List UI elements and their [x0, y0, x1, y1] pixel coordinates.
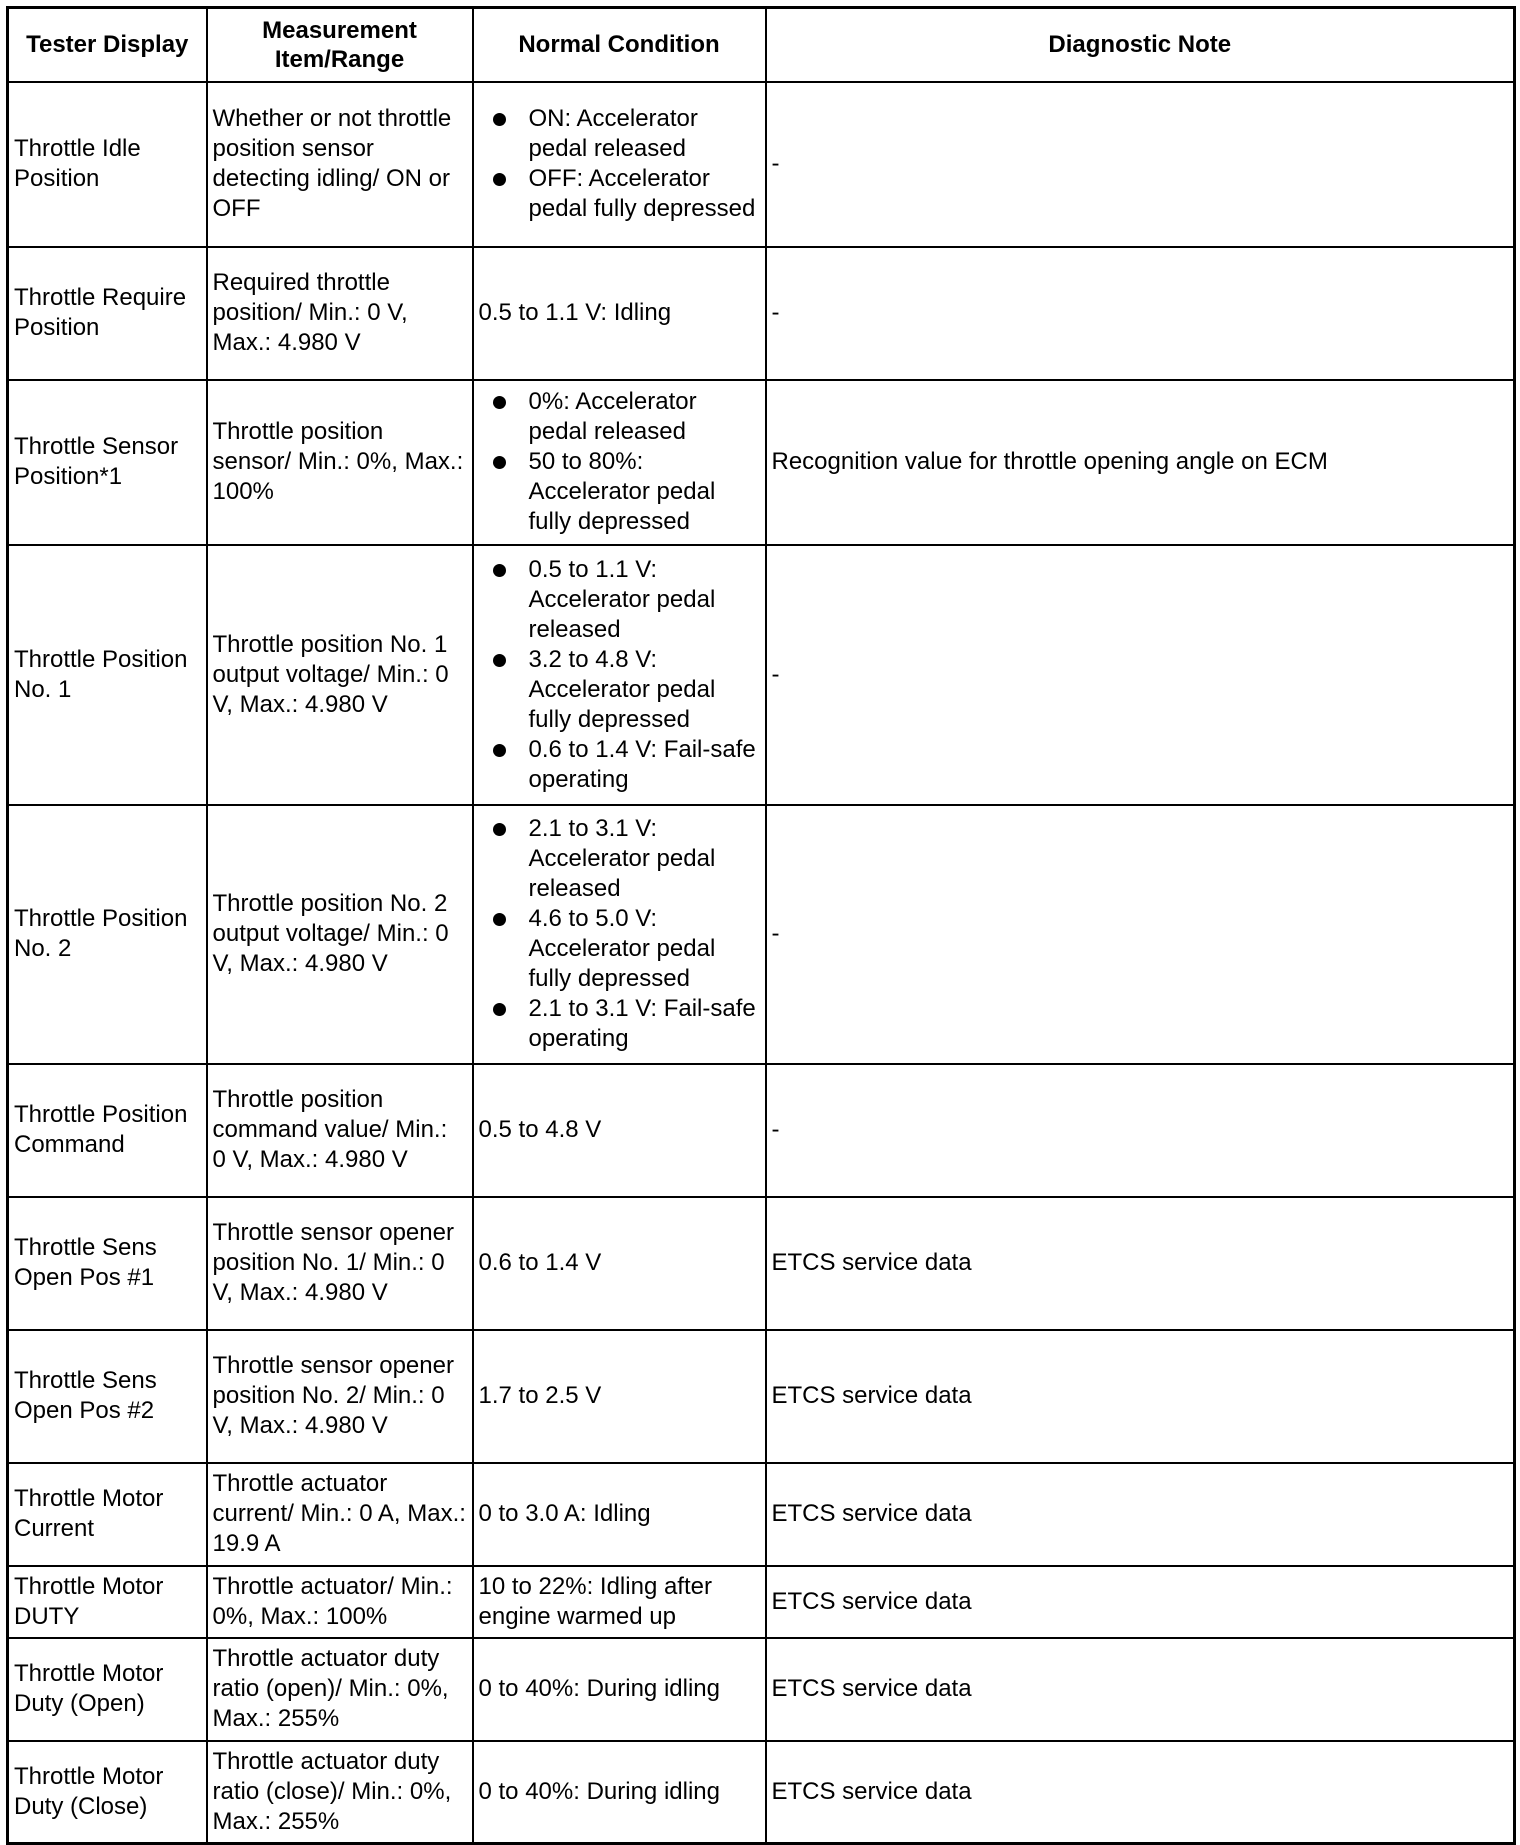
tester-display-text: Throttle Sens Open Pos #1: [14, 1234, 157, 1291]
normal-condition-cell: [473, 1330, 766, 1463]
tester-display-text: Throttle Position No. 1: [14, 645, 188, 703]
table-row: [8, 1064, 1515, 1197]
condition-item: [493, 645, 760, 735]
condition-list: [479, 814, 760, 1054]
condition-item: [493, 387, 760, 447]
diagnostic-note-cell: [766, 1197, 1515, 1330]
measurement-cell: [207, 1566, 473, 1638]
measurement-cell: [207, 545, 473, 805]
diagnostic-note-text: -: [771, 299, 780, 326]
condition-text: 0%: Accelerator pedal released: [528, 388, 697, 445]
diagnostic-note-cell: [766, 805, 1515, 1064]
condition-text: 1.7 to 2.5 V: [478, 1382, 602, 1409]
measurement-cell: [207, 380, 473, 545]
condition-text: 0.6 to 1.4 V: Fail-safe operating: [528, 735, 756, 793]
diagnostic-note-text: Recognition value for throttle opening angle on ECM: [771, 448, 1328, 475]
measurement-text: Throttle actuator current/ Min.: 0 A, Max.: 19.9 A: [212, 1470, 466, 1557]
bullet-icon: [493, 654, 506, 667]
diagnostic-note-text: -: [771, 1116, 780, 1143]
condition-text: 2.1 to 3.1 V: Fail-safe operating: [528, 995, 756, 1052]
condition-list: [479, 555, 760, 795]
measurement-text: Whether or not throttle position sensor detecting idling/ ON or OFF: [212, 105, 452, 222]
tester-display-cell: [8, 805, 207, 1064]
tester-display-cell: [8, 1638, 207, 1741]
condition-item: [493, 994, 760, 1054]
diagnostic-note-cell: [766, 1638, 1515, 1741]
tester-display-text: Throttle Motor DUTY: [14, 1572, 164, 1630]
measurement-cell: [207, 805, 473, 1064]
header-measurement-line1: Measurement: [262, 16, 417, 44]
condition-list: [479, 387, 760, 537]
condition-text: 0 to 40%: During idling: [478, 1777, 720, 1805]
measurement-cell: [207, 1741, 473, 1844]
diagnostic-note-text: ETCS service data: [771, 1382, 972, 1409]
table-row: [8, 1197, 1515, 1330]
table-row: [8, 1638, 1515, 1741]
table-row: [8, 1330, 1515, 1463]
diagnostic-note-cell: [766, 1330, 1515, 1463]
tester-display-text: Throttle Motor Duty (Close): [14, 1762, 164, 1820]
measurement-text: Throttle position sensor/ Min.: 0%, Max.: 100%: [212, 418, 464, 505]
diagnostic-note-cell: [766, 1463, 1515, 1566]
diagnostic-note-text: ETCS service data: [771, 1500, 972, 1527]
header-measurement-line2: Item/Range: [274, 45, 405, 73]
bullet-icon: [493, 744, 506, 757]
tester-display-cell: [8, 1463, 207, 1566]
tester-display-cell: [8, 1330, 207, 1463]
tester-display-cell: [8, 1064, 207, 1197]
bullet-icon: [493, 113, 506, 126]
tester-display-cell: [8, 1741, 207, 1844]
condition-text: 3.2 to 4.8 V: Accelerator pedal fully depressed: [528, 645, 716, 733]
table-row: [8, 82, 1515, 247]
tester-display-cell: [8, 545, 207, 805]
bullet-icon: [493, 823, 506, 836]
header-tester-display: Tester Display: [8, 8, 207, 82]
condition-item: [493, 814, 760, 904]
diagnostic-note-text: ETCS service data: [771, 1777, 972, 1805]
normal-condition-cell: [473, 82, 766, 247]
table-row: [8, 805, 1515, 1064]
measurement-text: Throttle actuator duty ratio (open)/ Min.: 0%, Max.: 255%: [212, 1645, 449, 1732]
measurement-cell: [207, 1330, 473, 1463]
condition-item: [493, 555, 760, 645]
tester-display-cell: [8, 1566, 207, 1638]
measurement-text: Throttle position command value/ Min.: 0 V, Max.: 4.980 V: [212, 1086, 448, 1173]
condition-text: 0 to 40%: During idling: [478, 1675, 720, 1702]
table-row: [8, 247, 1515, 380]
diagnostic-note-cell: [766, 380, 1515, 545]
condition-text: 0.6 to 1.4 V: [478, 1249, 602, 1276]
condition-text: 10 to 22%: Idling after engine warmed up: [478, 1572, 712, 1630]
header-diagnostic-note: Diagnostic Note: [766, 8, 1515, 82]
header-normal-condition: Normal Condition: [473, 8, 766, 82]
tester-display-text: Throttle Require Position: [14, 284, 187, 341]
diagnostic-note-cell: [766, 1566, 1515, 1638]
bullet-icon: [493, 396, 506, 409]
condition-item: [493, 104, 760, 164]
tester-display-text: Throttle Idle Position: [14, 135, 141, 192]
condition-text: 4.6 to 5.0 V: Accelerator pedal fully depressed: [528, 905, 716, 992]
normal-condition-cell: [473, 1638, 766, 1741]
measurement-cell: [207, 82, 473, 247]
measurement-cell: [207, 1197, 473, 1330]
normal-condition-cell: [473, 545, 766, 805]
tester-display-text: Throttle Sensor Position*1: [14, 433, 179, 490]
normal-condition-cell: [473, 1566, 766, 1638]
measurement-cell: [207, 1463, 473, 1566]
bullet-icon: [493, 456, 506, 469]
diagnostic-note-text: -: [771, 660, 780, 688]
measurement-text: Required throttle position/ Min.: 0 V, Max.: 4.980 V: [212, 269, 408, 356]
normal-condition-cell: [473, 1197, 766, 1330]
normal-condition-cell: [473, 1741, 766, 1844]
tester-display-text: Throttle Motor Current: [14, 1485, 164, 1542]
table-row: [8, 1566, 1515, 1638]
condition-text: 0 to 3.0 A: Idling: [478, 1500, 651, 1527]
table-row: [8, 545, 1515, 805]
tester-display-text: Throttle Sens Open Pos #2: [14, 1367, 157, 1424]
data-list-sheet: [6, 6, 1513, 1836]
diagnostic-note-cell: [766, 545, 1515, 805]
header-measurement: [207, 8, 473, 82]
measurement-text: Throttle actuator/ Min.: 0%, Max.: 100%: [212, 1572, 453, 1630]
diagnostic-note-text: -: [771, 150, 780, 177]
measurement-text: Throttle sensor opener position No. 2/ Min.: 0 V, Max.: 4.980 V: [212, 1352, 454, 1439]
bullet-icon: [493, 1003, 506, 1016]
diagnostic-note-cell: [766, 247, 1515, 380]
normal-condition-cell: [473, 805, 766, 1064]
condition-item: [493, 735, 760, 795]
measurement-text: Throttle actuator duty ratio (close)/ Min.: 0%, Max.: 255%: [212, 1747, 452, 1835]
condition-item: [493, 447, 760, 537]
measurement-text: Throttle sensor opener position No. 1/ Min.: 0 V, Max.: 4.980 V: [212, 1219, 454, 1306]
normal-condition-cell: [473, 1064, 766, 1197]
tester-display-cell: [8, 247, 207, 380]
normal-condition-cell: [473, 380, 766, 545]
condition-item: [493, 904, 760, 994]
diagnostic-note-text: ETCS service data: [771, 1675, 972, 1702]
throttle-data-table: [6, 6, 1516, 1845]
measurement-text: Throttle position No. 1 output voltage/ Min.: 0 V, Max.: 4.980 V: [212, 630, 449, 718]
bullet-icon: [493, 913, 506, 926]
condition-item: [493, 164, 760, 224]
measurement-cell: [207, 1064, 473, 1197]
condition-text: 2.1 to 3.1 V: Accelerator pedal released: [528, 815, 716, 902]
condition-text: 0.5 to 4.8 V: [478, 1116, 602, 1143]
table-row: [8, 1463, 1515, 1566]
tester-display-text: Throttle Position No. 2: [14, 905, 188, 962]
tester-display-cell: [8, 1197, 207, 1330]
table-header-row: [8, 8, 1515, 82]
condition-text: 0.5 to 1.1 V: Accelerator pedal released: [528, 555, 716, 643]
tester-display-cell: [8, 82, 207, 247]
tester-display-text: Throttle Position Command: [14, 1101, 188, 1158]
diagnostic-note-text: ETCS service data: [771, 1249, 972, 1276]
normal-condition-cell: [473, 1463, 766, 1566]
diagnostic-note-text: -: [771, 920, 780, 947]
tester-display-cell: [8, 380, 207, 545]
measurement-text: Throttle position No. 2 output voltage/ Min.: 0 V, Max.: 4.980 V: [212, 890, 449, 977]
condition-text: OFF: Accelerator pedal fully depressed: [528, 165, 756, 222]
table-row: [8, 380, 1515, 545]
diagnostic-note-cell: [766, 82, 1515, 247]
table-row: [8, 1741, 1515, 1844]
bullet-icon: [493, 173, 506, 186]
tester-display-text: Throttle Motor Duty (Open): [14, 1660, 164, 1717]
measurement-cell: [207, 1638, 473, 1741]
diagnostic-note-cell: [766, 1741, 1515, 1844]
diagnostic-note-cell: [766, 1064, 1515, 1197]
condition-text: 0.5 to 1.1 V: Idling: [478, 299, 672, 326]
diagnostic-note-text: ETCS service data: [771, 1587, 972, 1615]
bullet-icon: [493, 564, 506, 577]
measurement-cell: [207, 247, 473, 380]
normal-condition-cell: [473, 247, 766, 380]
condition-list: [479, 104, 760, 224]
condition-text: ON: Accelerator pedal released: [528, 105, 698, 162]
condition-text: 50 to 80%: Accelerator pedal fully depressed: [528, 448, 716, 535]
